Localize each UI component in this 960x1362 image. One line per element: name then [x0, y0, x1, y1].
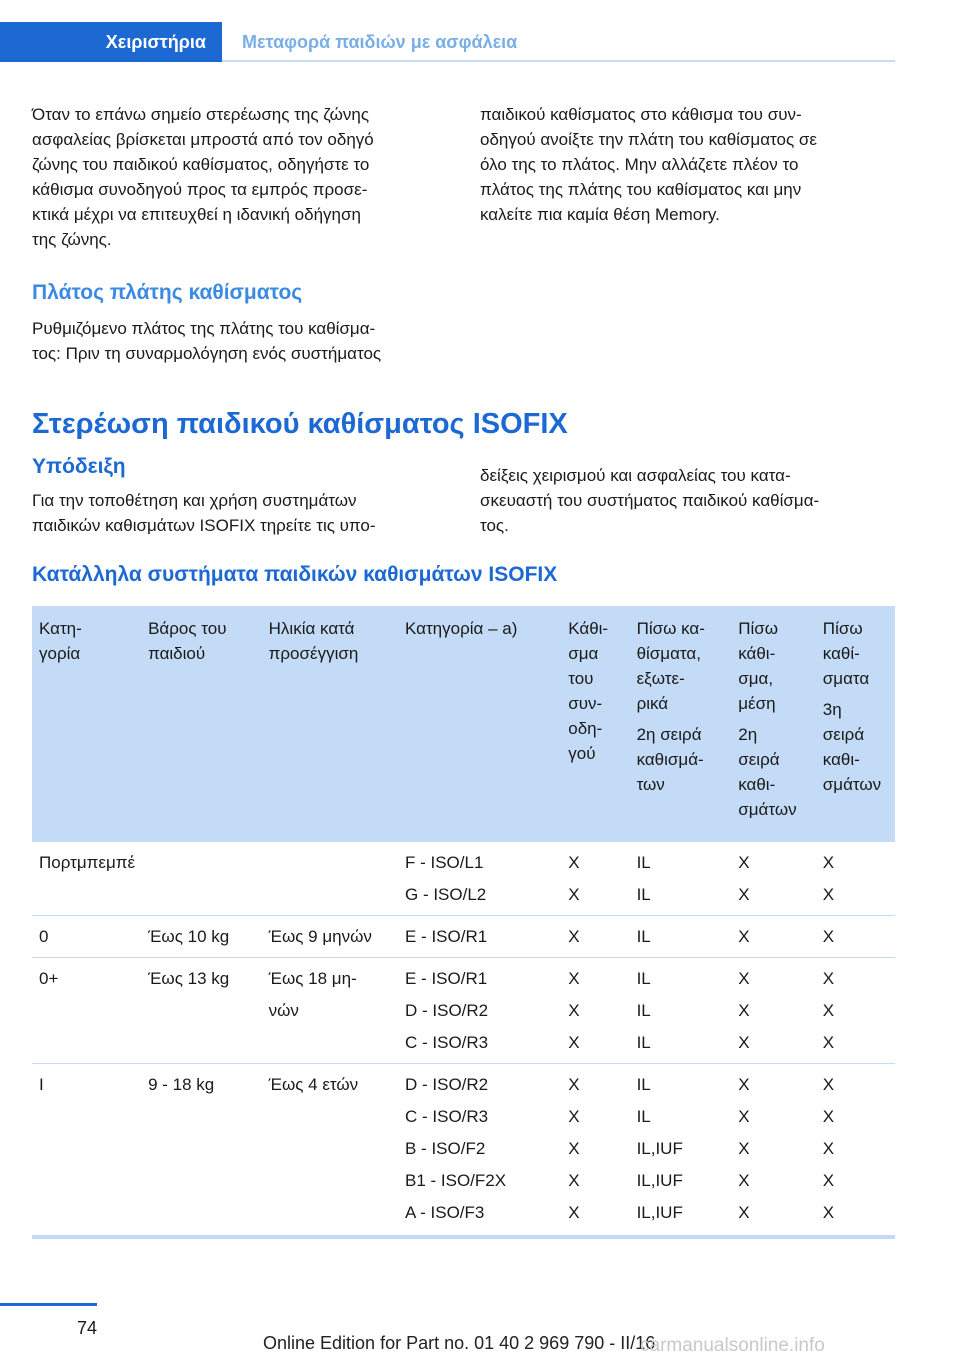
cell-value: I [39, 1075, 44, 1094]
text-line: Για την τοποθέτηση και χρήση συστημάτων [32, 491, 357, 510]
cell-value: X [822, 885, 835, 904]
cell-value: X [822, 1139, 835, 1158]
note-left-text [32, 488, 452, 538]
header-line: Κατη‐ [39, 619, 82, 638]
header-line: σμα, [738, 669, 774, 688]
cell-value: X [568, 1203, 580, 1222]
cell-value: 0 [39, 927, 49, 946]
text-line: παιδικών καθισμάτων ISOFIX τηρείτε τις υπο‐ [32, 516, 376, 535]
cell-value: IL [636, 1033, 651, 1052]
table-cell [398, 1064, 561, 1238]
header-line: καθισμά‐ [636, 750, 704, 769]
cell-value: Έως 18 μη‐ [268, 969, 357, 988]
table-cell [398, 958, 561, 1064]
table-header-cell [561, 606, 629, 842]
header-line: Ηλικία κατά [268, 619, 355, 638]
table-cell [262, 1064, 398, 1238]
cell-value: B - ISO/F2 [405, 1139, 486, 1158]
cell-value: IL,IUF [636, 1171, 683, 1190]
cell-value: X [822, 1033, 835, 1052]
table-cell [32, 958, 141, 1064]
header-tab-child-transport[interactable]: Μεταφορά παιδιών με ασφάλεια [242, 31, 518, 52]
cell-value: X [738, 1139, 750, 1158]
cell-value: X [568, 1033, 580, 1052]
table-cell [630, 842, 732, 916]
table-cell [561, 916, 629, 958]
text-line: σκευαστή του συστήματος παιδικού καθίσμα‐ [480, 491, 820, 510]
header-line: προσέγγιση [268, 644, 359, 663]
cell-value: X [738, 853, 750, 872]
cell-value: X [822, 853, 835, 872]
cell-value: IL [636, 885, 651, 904]
table-cell [32, 916, 141, 958]
cell-value: IL [636, 1075, 651, 1094]
page-number: 74 [76, 1318, 97, 1338]
cell-value: IL [636, 1001, 651, 1020]
text-line: τος. [480, 516, 509, 535]
table-cell [816, 1064, 895, 1238]
header-line: εξωτε‐ [636, 669, 685, 688]
text-line: οδηγού ανοίξτε την πλάτη του καθίσματος σε [480, 130, 817, 149]
header-line: Πίσω [822, 619, 863, 638]
cell-value: X [568, 1107, 580, 1126]
header-line: σμα [568, 644, 599, 663]
cell-value: E - ISO/R1 [405, 927, 488, 946]
cell-value: 0+ [39, 969, 59, 988]
header-line: Βάρος του [148, 619, 227, 638]
table-row [32, 916, 895, 958]
cell-value: Έως 10 kg [148, 927, 230, 946]
table-cell [398, 842, 561, 916]
table-cell [141, 1064, 262, 1238]
header-tab-controls[interactable]: Χειριστήρια [0, 22, 222, 62]
table-header-cell [816, 606, 895, 842]
header-line: σειρά [822, 725, 865, 744]
table-cell [141, 916, 262, 958]
header-line: 3η [822, 700, 842, 719]
table-cell [731, 1064, 816, 1238]
header-line: Κατηγορία – a) [405, 619, 518, 638]
cell-value: X [738, 1107, 750, 1126]
table-header-cell [262, 606, 398, 842]
table-cell [32, 842, 141, 916]
cell-value: X [568, 1001, 580, 1020]
header-line: σμάτων [738, 800, 797, 819]
header-divider [222, 60, 895, 62]
cell-value: X [738, 1171, 750, 1190]
note-right-text [480, 463, 900, 538]
header-line: του [568, 669, 594, 688]
cell-value: Έως 9 μηνών [268, 927, 372, 946]
section-title: Στερέωση παιδικού καθίσματος ISOFIX [32, 408, 568, 440]
header-line: σματα [822, 669, 870, 688]
text-line: ζώνης του παιδικού καθίσματος, οδηγήστε το [32, 155, 370, 174]
cell-value: X [822, 1107, 835, 1126]
cell-value: F - ISO/L1 [405, 853, 484, 872]
cell-value: A - ISO/F3 [405, 1203, 485, 1222]
table-header-cell [32, 606, 141, 842]
cell-value: X [568, 853, 580, 872]
table-row [32, 958, 895, 1064]
header-line: καθι‐ [822, 750, 860, 769]
watermark: carmanualsonline.info [640, 1335, 825, 1356]
header-line: σειρά [738, 750, 780, 769]
table-header-cell [141, 606, 262, 842]
cell-value: X [738, 927, 750, 946]
cell-value: X [822, 1203, 835, 1222]
cell-value: X [568, 885, 580, 904]
text-line: δείξεις χειρισμού και ασφαλείας του κατα‐ [480, 466, 791, 485]
header-line: 2η [738, 725, 758, 744]
text-line: πλάτος της πλάτης του καθίσματος και μην [480, 180, 802, 199]
table-cell [398, 916, 561, 958]
table-cell [561, 958, 629, 1064]
cell-value: X [738, 885, 750, 904]
table-cell [731, 916, 816, 958]
cell-value: X [822, 927, 835, 946]
page-header [0, 22, 895, 62]
table-header-cell [630, 606, 732, 842]
table-cell [816, 958, 895, 1064]
header-line: γορία [39, 644, 81, 663]
cell-value: D - ISO/R2 [405, 1075, 489, 1094]
table-cell [141, 958, 262, 1064]
header-line: γού [568, 744, 596, 763]
cell-value: Πορτμπεμπέ [39, 853, 136, 872]
table-cell [816, 916, 895, 958]
table-cell [561, 842, 629, 916]
cell-value: X [738, 1203, 750, 1222]
note-heading: Υπόδειξη [32, 455, 126, 478]
cell-value: X [568, 1075, 580, 1094]
header-line: των [636, 775, 665, 794]
text-line: παιδικού καθίσματος στο κάθισμα του συν‐ [480, 105, 802, 124]
header-line: καθι‐ [738, 775, 776, 794]
note-left [32, 488, 452, 538]
cell-value: X [568, 969, 580, 988]
cell-value: νών [268, 1001, 299, 1020]
text-line: κτικά μέχρι να επιτευχθεί η ιδανική οδήγηση [32, 205, 361, 224]
cell-value: X [738, 1075, 750, 1094]
right-paragraph-1 [480, 102, 900, 227]
seat-width-heading: Πλάτος πλάτης καθίσματος [32, 281, 303, 304]
header-line: καθί‐ [822, 644, 860, 663]
text-line: ασφαλείας βρίσκεται μπροστά από τον οδηγό [32, 130, 374, 149]
cell-value: IL [636, 969, 651, 988]
left-paragraph-2-block [32, 316, 452, 366]
cell-value: X [568, 1171, 580, 1190]
cell-value: D - ISO/R2 [405, 1001, 489, 1020]
left-paragraph-2 [32, 316, 452, 366]
cell-value: IL [636, 927, 651, 946]
cell-value: Έως 4 ετών [268, 1075, 359, 1094]
table-body [32, 842, 895, 1237]
table-cell [630, 1064, 732, 1238]
footer-divider [0, 1303, 97, 1306]
cell-value: X [822, 1001, 835, 1020]
header-line: ρικά [636, 694, 669, 713]
cell-value: X [568, 927, 580, 946]
header-line: μέση [738, 694, 776, 713]
cell-value: X [568, 1139, 580, 1158]
cell-value: E - ISO/R1 [405, 969, 488, 988]
header-line: Πίσω [738, 619, 779, 638]
header-line: παιδιού [148, 644, 206, 663]
cell-value: X [822, 969, 835, 988]
table-cell [262, 842, 398, 916]
text-line: τος: Πριν τη συναρμολόγηση ενός συστήματος [32, 344, 382, 363]
header-line: θίσματα, [636, 644, 701, 663]
text-line: καλείτε πια καμία θέση Memory. [480, 205, 720, 224]
table-header-cell [398, 606, 561, 842]
text-line: της ζώνης. [32, 230, 112, 249]
cell-value: G - ISO/L2 [405, 885, 487, 904]
table-cell [630, 916, 732, 958]
header-line: Κάθι‐ [568, 619, 609, 638]
table-cell [731, 958, 816, 1064]
cell-value: C - ISO/R3 [405, 1107, 489, 1126]
cell-value: IL [636, 853, 651, 872]
cell-value: X [738, 1001, 750, 1020]
table-row [32, 842, 895, 916]
right-column [480, 102, 900, 227]
cell-value: X [822, 1075, 835, 1094]
table-cell [816, 842, 895, 916]
table-cell [32, 1064, 141, 1238]
header-line: 2η σειρά [636, 725, 702, 744]
table-header-row [32, 606, 895, 842]
table-cell [630, 958, 732, 1064]
cell-value: IL [636, 1107, 651, 1126]
table-cell [561, 1064, 629, 1238]
header-line: σμάτων [822, 775, 882, 794]
text-line: Ρυθμιζόμενο πλάτος της πλάτης του καθίσμα‐ [32, 319, 376, 338]
header-line: Πίσω κα‐ [636, 619, 705, 638]
header-line: συν‐ [568, 694, 603, 713]
table-cell [262, 916, 398, 958]
text-line: όλο της το πλάτος. Μην αλλάζετε πλέον το [480, 155, 799, 174]
isofix-table [32, 606, 895, 1239]
left-column [32, 102, 452, 252]
cell-value: X [738, 969, 750, 988]
left-paragraph-1 [32, 102, 452, 252]
cell-value: Έως 13 kg [148, 969, 230, 988]
table-cell [731, 842, 816, 916]
table-title: Κατάλληλα συστήματα παιδικών καθισμάτων ISOFIX [32, 563, 558, 586]
table-header-cell [731, 606, 816, 842]
header-line: οδη‐ [568, 719, 603, 738]
cell-value: X [822, 1171, 835, 1190]
header-line: κάθι‐ [738, 644, 776, 663]
table-cell [141, 842, 262, 916]
edition-note: Online Edition for Part no. 01 40 2 969 790 - II/16 [263, 1333, 656, 1353]
table-cell [262, 958, 398, 1064]
cell-value: X [738, 1033, 750, 1052]
cell-value: B1 - ISO/F2X [405, 1171, 507, 1190]
cell-value: 9 - 18 kg [148, 1075, 215, 1094]
text-line: κάθισμα συνοδηγού προς τα εμπρός προσε‐ [32, 180, 368, 199]
cell-value: IL,IUF [636, 1139, 683, 1158]
text-line: Όταν το επάνω σημείο στερέωσης της ζώνης [32, 105, 370, 124]
cell-value: C - ISO/R3 [405, 1033, 489, 1052]
cell-value: IL,IUF [636, 1203, 683, 1222]
table-row [32, 1064, 895, 1238]
note-right [480, 463, 900, 538]
